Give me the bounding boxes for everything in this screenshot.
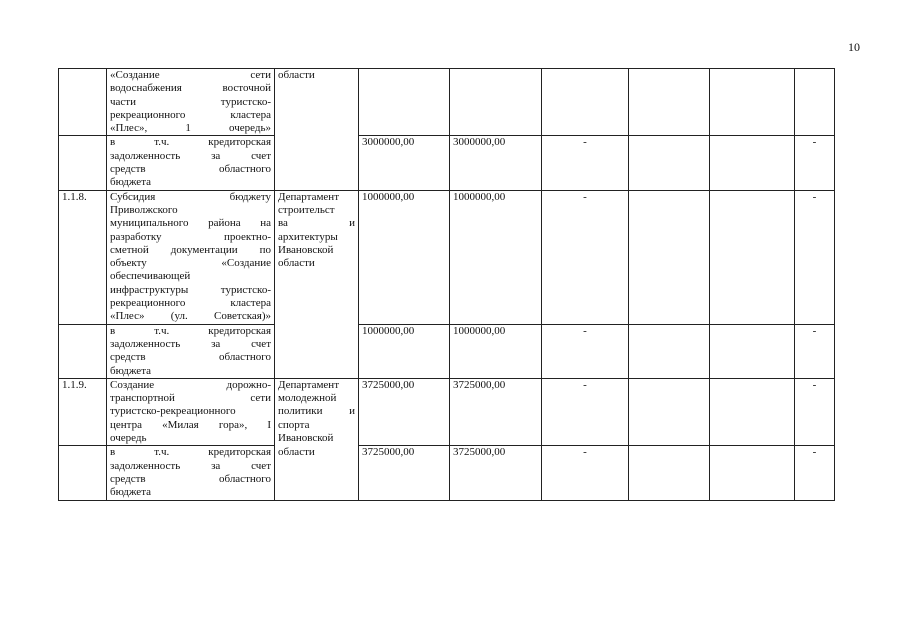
description-line: задолженность за счет	[110, 149, 271, 162]
department-line: ва и	[278, 217, 355, 230]
department-line: Ивановской	[278, 243, 334, 256]
value-col4	[629, 378, 710, 445]
department-line: Ивановской	[278, 432, 334, 445]
description-line: в т.ч. кредиторская	[110, 136, 271, 149]
department-line: спорта	[278, 418, 310, 431]
value-col4	[629, 190, 710, 324]
value-col3: -	[542, 136, 629, 190]
row-department	[275, 136, 359, 190]
row-number	[59, 136, 107, 190]
description-line: водоснабжения восточной	[110, 82, 271, 95]
description-line: объекту «Создание	[110, 257, 271, 270]
value-col6: -	[795, 378, 835, 445]
description-line: в т.ч. кредиторская	[110, 446, 271, 459]
row-number	[59, 446, 107, 500]
value-total: 3725000,00	[359, 378, 450, 445]
description-line: средств областного	[110, 351, 271, 364]
department-line: Департамент	[278, 190, 340, 203]
row-number	[59, 324, 107, 378]
row-description	[107, 446, 275, 500]
description-line: части туристско-	[110, 95, 271, 108]
value-year: 1000000,00	[450, 190, 542, 324]
value-total: 1000000,00	[359, 190, 450, 324]
row-department	[275, 446, 359, 500]
value-col6	[795, 69, 835, 136]
description-line: «Плес», 1 очередь»	[110, 122, 271, 135]
description-line: рекреационного кластера	[110, 108, 271, 121]
row-department	[275, 69, 359, 136]
row-description	[107, 190, 275, 324]
value-col5	[710, 446, 795, 500]
table-row	[59, 324, 835, 378]
department-line: архитектуры	[278, 230, 338, 243]
description-line: центра «Милая гора», I	[110, 418, 271, 431]
department-line: строительст	[278, 203, 335, 216]
value-col4	[629, 324, 710, 378]
description-line: задолженность за счет	[110, 459, 271, 472]
table-row	[59, 378, 835, 445]
description-line: средств областного	[110, 472, 271, 485]
value-col6: -	[795, 136, 835, 190]
description-line: туристско-рекреационного	[110, 405, 236, 418]
description-line: инфраструктуры туристско-	[110, 283, 271, 296]
value-col3: -	[542, 190, 629, 324]
department-line: молодежной	[278, 392, 337, 405]
value-col5	[710, 378, 795, 445]
budget-table	[58, 68, 835, 501]
value-col5	[710, 190, 795, 324]
value-col5	[710, 136, 795, 190]
department-line: области	[278, 257, 315, 270]
value-total	[359, 69, 450, 136]
description-line: транспортной сети	[110, 392, 271, 405]
description-line: рекреационного кластера	[110, 297, 271, 310]
description-line: сметной документации по	[110, 243, 271, 256]
value-total: 1000000,00	[359, 324, 450, 378]
value-total: 3000000,00	[359, 136, 450, 190]
description-line: Приволжского	[110, 203, 178, 216]
page-number: 10	[848, 40, 860, 54]
table-row	[59, 446, 835, 500]
description-line: муниципального района на	[110, 217, 271, 230]
row-number: 1.1.8.	[59, 190, 107, 324]
description-line: задолженность за счет	[110, 337, 271, 350]
value-col4	[629, 446, 710, 500]
description-line: средств областного	[110, 163, 271, 176]
value-col6: -	[795, 190, 835, 324]
value-col6: -	[795, 446, 835, 500]
description-line: разработку проектно-	[110, 230, 271, 243]
description-line: Субсидия бюджету	[110, 190, 271, 203]
value-col5	[710, 69, 795, 136]
description-line: бюджета	[110, 364, 152, 377]
row-department	[275, 190, 359, 324]
value-year: 1000000,00	[450, 324, 542, 378]
table-row	[59, 69, 835, 136]
value-year: 3725000,00	[450, 446, 542, 500]
row-description	[107, 324, 275, 378]
value-col5	[710, 324, 795, 378]
value-col3	[542, 69, 629, 136]
table-row	[59, 190, 835, 324]
row-description	[107, 69, 275, 136]
table-row	[59, 136, 835, 190]
description-line: очередь	[110, 432, 147, 445]
description-line: в т.ч. кредиторская	[110, 324, 271, 337]
description-line: бюджета	[110, 486, 152, 499]
row-department	[275, 324, 359, 378]
value-year: 3000000,00	[450, 136, 542, 190]
row-number	[59, 69, 107, 136]
department-line: политики и	[278, 405, 355, 418]
department-line: области	[278, 445, 315, 458]
value-col6: -	[795, 324, 835, 378]
department-line: Департамент	[278, 378, 340, 391]
description-line: обеспечивающей	[110, 270, 191, 283]
description-line: бюджета	[110, 176, 152, 189]
value-total: 3725000,00	[359, 446, 450, 500]
description-line: «Создание сети	[110, 69, 271, 81]
value-year	[450, 69, 542, 136]
row-description	[107, 378, 275, 445]
value-col3: -	[542, 446, 629, 500]
value-col4	[629, 69, 710, 136]
row-description	[107, 136, 275, 190]
value-col3: -	[542, 324, 629, 378]
row-department	[275, 378, 359, 445]
department-line: области	[278, 69, 315, 81]
description-line: «Плес» (ул. Советская)»	[110, 310, 271, 323]
description-line: Создание дорожно-	[110, 378, 271, 391]
value-col4	[629, 136, 710, 190]
value-col3: -	[542, 378, 629, 445]
row-number: 1.1.9.	[59, 378, 107, 445]
value-year: 3725000,00	[450, 378, 542, 445]
